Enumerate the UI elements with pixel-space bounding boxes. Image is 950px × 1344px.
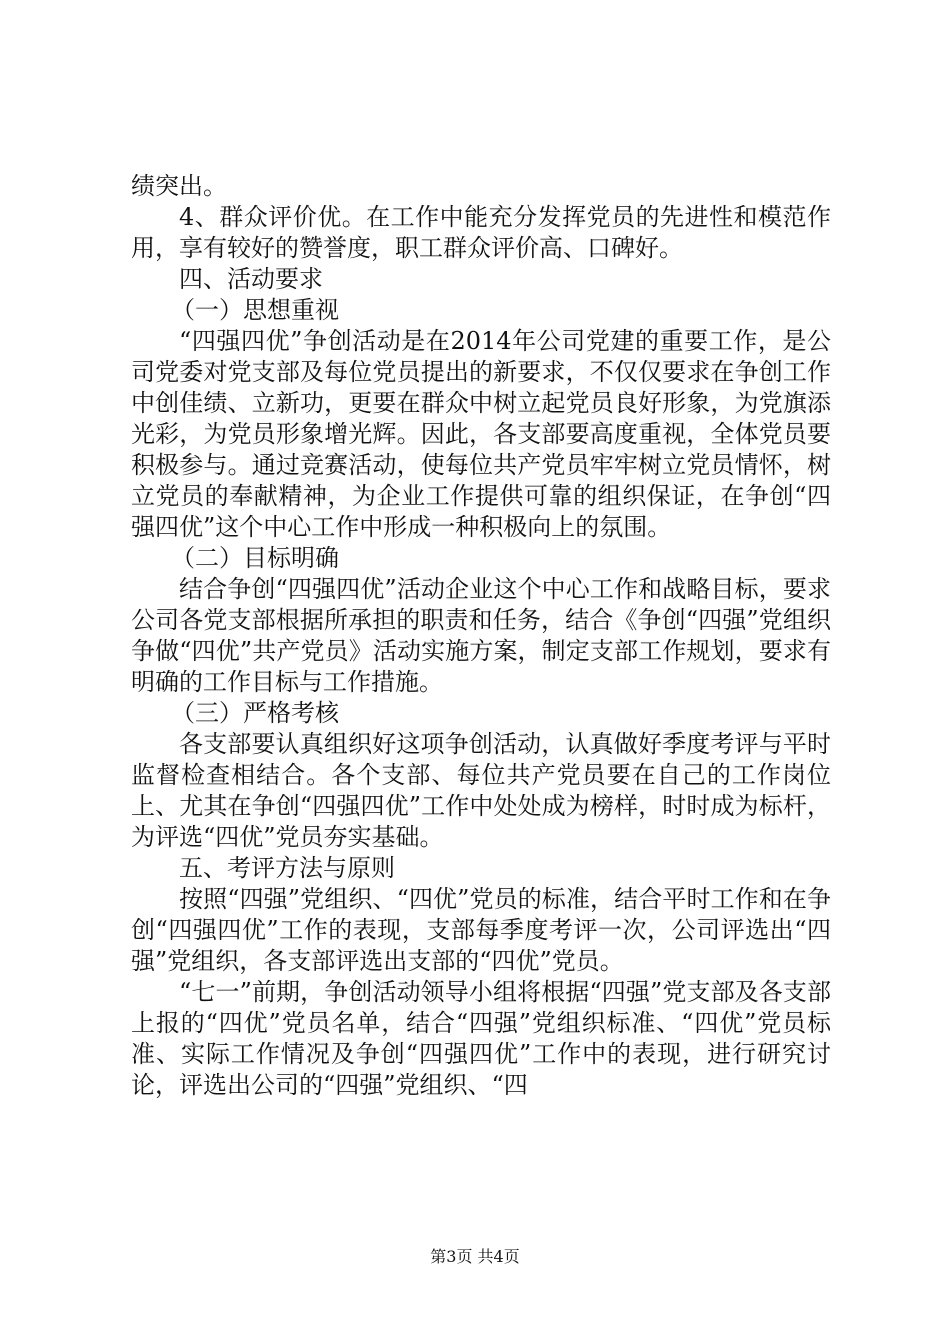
document-body bbox=[131, 171, 831, 1101]
paragraph-evaluation-standards: 按照“四强”党组织、“四优”党员的标准，结合平时工作和在争创“四强四优”工作的表现，支部每季度考评一次，公司评选出“四强”党组织，各支部评选出支部的“四优”党员。 bbox=[131, 885, 831, 975]
section-heading-evaluation-methods: 五、考评方法与原则 bbox=[179, 854, 395, 882]
section-heading-activity-requirements: 四、活动要求 bbox=[179, 265, 323, 293]
subheading-ideological-emphasis: （一）思想重视 bbox=[171, 296, 339, 324]
page-number-label: 第3页 共4页 bbox=[430, 1247, 520, 1266]
paragraph-mass-evaluation: 4、群众评价优。在工作中能充分发挥党员的先进性和模范作用，享有较好的赞誉度，职工群众评价高、口碑好。 bbox=[131, 203, 831, 262]
paragraph-july-first-selection: “七一”前期，争创活动领导小组将根据“四强”党支部及各支部上报的“四优”党员名单，结合“四强”党组织标准、“四优”党员标准、实际工作情况及争创“四强四优”工作中的表现，进行研究讨论，评选出公司的“四强”党组织、“四 bbox=[131, 978, 831, 1099]
paragraph-clear-goals: 结合争创“四强四优”活动企业这个中心工作和战略目标，要求公司各党支部根据所承担的职责和任务，结合《争创“四强”党组织争做“四优”共产党员》活动实施方案，制定支部工作规划，要求有明确的工作目标与工作措施。 bbox=[131, 575, 831, 696]
paragraph-continuation: 绩突出。 bbox=[131, 172, 227, 200]
subheading-strict-assessment: （三）严格考核 bbox=[171, 699, 339, 727]
paragraph-strict-assessment: 各支部要认真组织好这项争创活动，认真做好季度考评与平时监督检查相结合。各个支部、每位共产党员要在自己的工作岗位上、尤其在争创“四强四优”工作中处处成为榜样，时时成为标杆，为评选“四优”党员夯实基础。 bbox=[131, 730, 831, 851]
page-footer bbox=[0, 1244, 950, 1267]
subheading-clear-goals: （二）目标明确 bbox=[171, 544, 339, 572]
paragraph-ideological-emphasis: “四强四优”争创活动是在2014年公司党建的重要工作，是公司党委对党支部及每位党员提出的新要求，不仅仅要求在争创工作中创佳绩、立新功，更要在群众中树立起党员良好形象，为党旗添光彩，为党员形象增光辉。因此，各支部要高度重视，全体党员要积极参与。通过竞赛活动，使每位共产党员牢牢树立党员情怀，树立党员的奉献精神，为企业工作提供可靠的组织保证，在争创“四强四优”这个中心工作中形成一种积极向上的氛围。 bbox=[131, 327, 831, 541]
